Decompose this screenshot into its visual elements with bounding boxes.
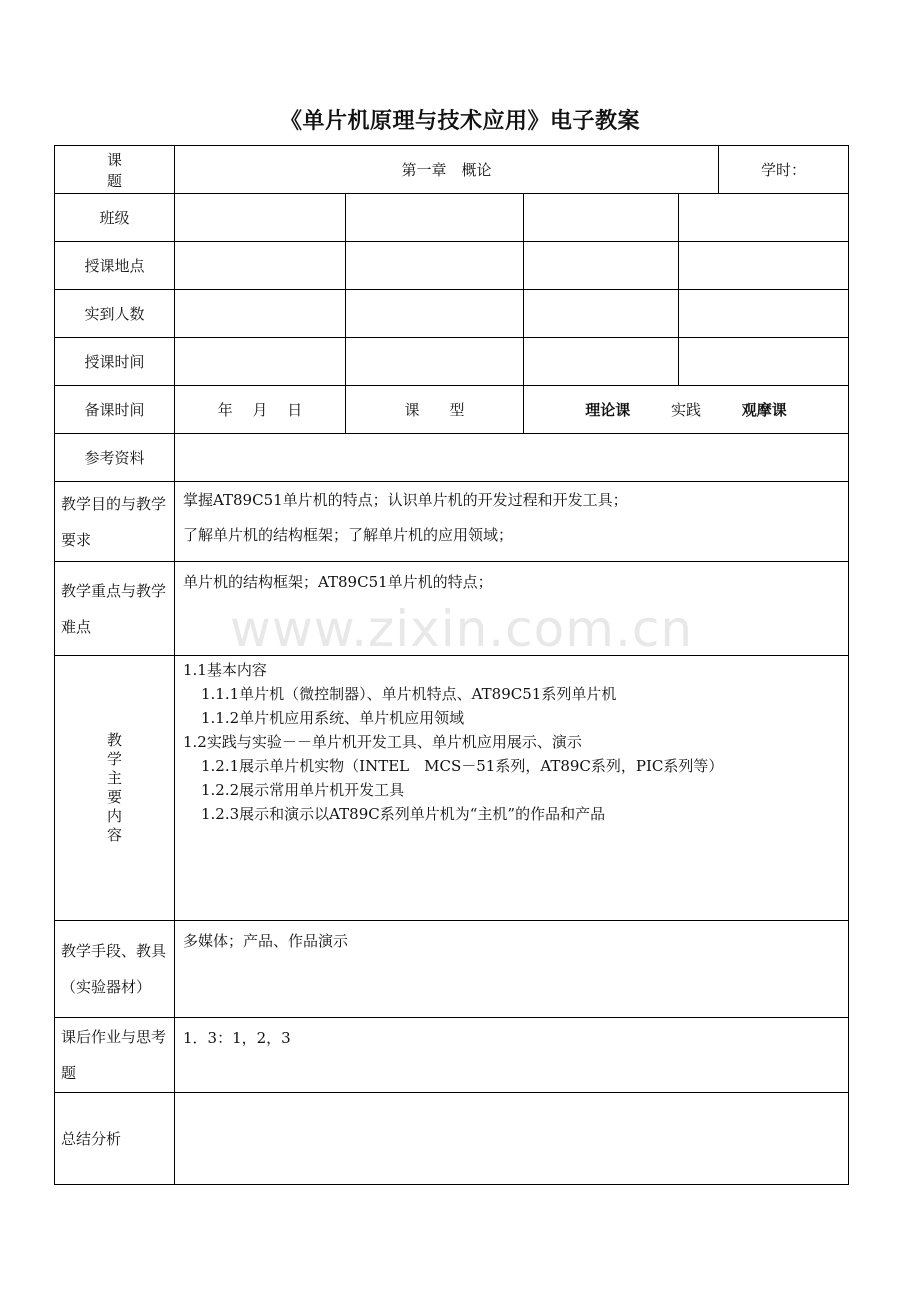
class-cell <box>524 194 679 242</box>
homework-value <box>175 1018 849 1093</box>
attendance-cell <box>679 290 849 338</box>
main-content-char: 要 <box>106 788 122 806</box>
objectives-row <box>55 482 849 562</box>
objective-line: 掌握AT89C51单片机的特点；认识单片机的开发过程和开发工具； <box>183 491 628 509</box>
topic-label: 课 题 <box>55 146 175 194</box>
methods-value <box>175 921 849 1018</box>
content-line: 1.2.2展示常用单片机开发工具 <box>201 781 405 799</box>
location-label: 授课地点 <box>55 242 175 290</box>
summary-row <box>55 1093 849 1185</box>
main-content-label <box>55 656 175 921</box>
content-line: 1.2.1展示单片机实物（INTEL MCS－51系列，AT89C系列，PIC系列等） <box>201 757 724 775</box>
teach-time-label: 授课时间 <box>55 338 175 386</box>
prep-time-label: 备课时间 <box>55 386 175 434</box>
course-type-label: 课 型 <box>346 386 524 434</box>
keypoints-row <box>55 562 849 656</box>
objectives-label: 教学目的与教学要求 <box>55 482 175 562</box>
homework-label: 课后作业与思考题 <box>55 1018 175 1093</box>
methods-text: 多媒体；产品、作品演示 <box>183 932 349 950</box>
class-cell <box>175 194 346 242</box>
main-content-row <box>55 656 849 921</box>
location-cell <box>679 242 849 290</box>
location-row <box>55 242 849 290</box>
content-line: 1.2.3展示和演示以AT89C系列单片机为“主机”的作品和产品 <box>201 805 606 823</box>
homework-text: 1．3：1，2，3 <box>183 1029 291 1047</box>
methods-label: 教学手段、教具（实验器材） <box>55 921 175 1018</box>
main-content-value <box>175 656 849 921</box>
class-row <box>55 194 849 242</box>
class-cell <box>679 194 849 242</box>
summary-value <box>175 1093 849 1185</box>
teach-time-row <box>55 338 849 386</box>
references-label: 参考资料 <box>55 434 175 482</box>
teach-time-cell <box>175 338 346 386</box>
class-cell <box>346 194 524 242</box>
prep-time-row <box>55 386 849 434</box>
course-type-options <box>524 386 849 434</box>
main-content-char: 学 <box>106 750 122 768</box>
objectives-value <box>175 482 849 562</box>
location-cell <box>346 242 524 290</box>
content-line: 1.1.2单片机应用系统、单片机应用领域 <box>201 709 465 727</box>
content-line: 1.2实践与实验－－单片机开发工具、单片机应用展示、演示 <box>183 733 582 751</box>
keypoints-label: 教学重点与教学难点 <box>55 562 175 656</box>
location-cell <box>524 242 679 290</box>
homework-row <box>55 1018 849 1093</box>
summary-label: 总结分析 <box>55 1093 175 1185</box>
main-content-char: 教 <box>106 731 122 749</box>
course-type-practice: 实践 <box>671 401 702 419</box>
attendance-cell <box>346 290 524 338</box>
main-content-char: 容 <box>106 826 122 844</box>
lesson-plan-table <box>54 145 849 1185</box>
methods-row <box>55 921 849 1018</box>
topic-value: 第一章 概论 <box>175 146 719 194</box>
teach-time-cell <box>524 338 679 386</box>
course-type-observation: 观摩课 <box>741 401 787 419</box>
references-value <box>175 434 849 482</box>
main-content-char: 主 <box>106 769 122 787</box>
attendance-label: 实到人数 <box>55 290 175 338</box>
topic-row <box>55 146 849 194</box>
hours-label: 学时： <box>719 146 849 194</box>
teach-time-cell <box>346 338 524 386</box>
attendance-cell <box>175 290 346 338</box>
attendance-row <box>55 290 849 338</box>
location-cell <box>175 242 346 290</box>
document-title: 《单片机原理与技术应用》电子教案 <box>279 109 640 134</box>
content-line: 1.1基本内容 <box>183 661 267 679</box>
class-label: 班级 <box>55 194 175 242</box>
references-row <box>55 434 849 482</box>
watermark: www.zixin.com.cn <box>230 600 694 658</box>
teach-time-cell <box>679 338 849 386</box>
main-content-char: 内 <box>106 807 122 825</box>
content-line: 1.1.1单片机（微控制器）、单片机特点、AT89C51系列单片机 <box>201 685 617 703</box>
keypoints-value <box>175 562 849 656</box>
keypoints-text: 单片机的结构框架；AT89C51单片机的特点； <box>183 573 493 591</box>
attendance-cell <box>524 290 679 338</box>
course-type-theory: 理论课 <box>585 401 631 419</box>
objective-line: 了解单片机的结构框架；了解单片机的应用领域； <box>183 526 514 544</box>
prep-date: 年 月 日 <box>175 386 346 434</box>
